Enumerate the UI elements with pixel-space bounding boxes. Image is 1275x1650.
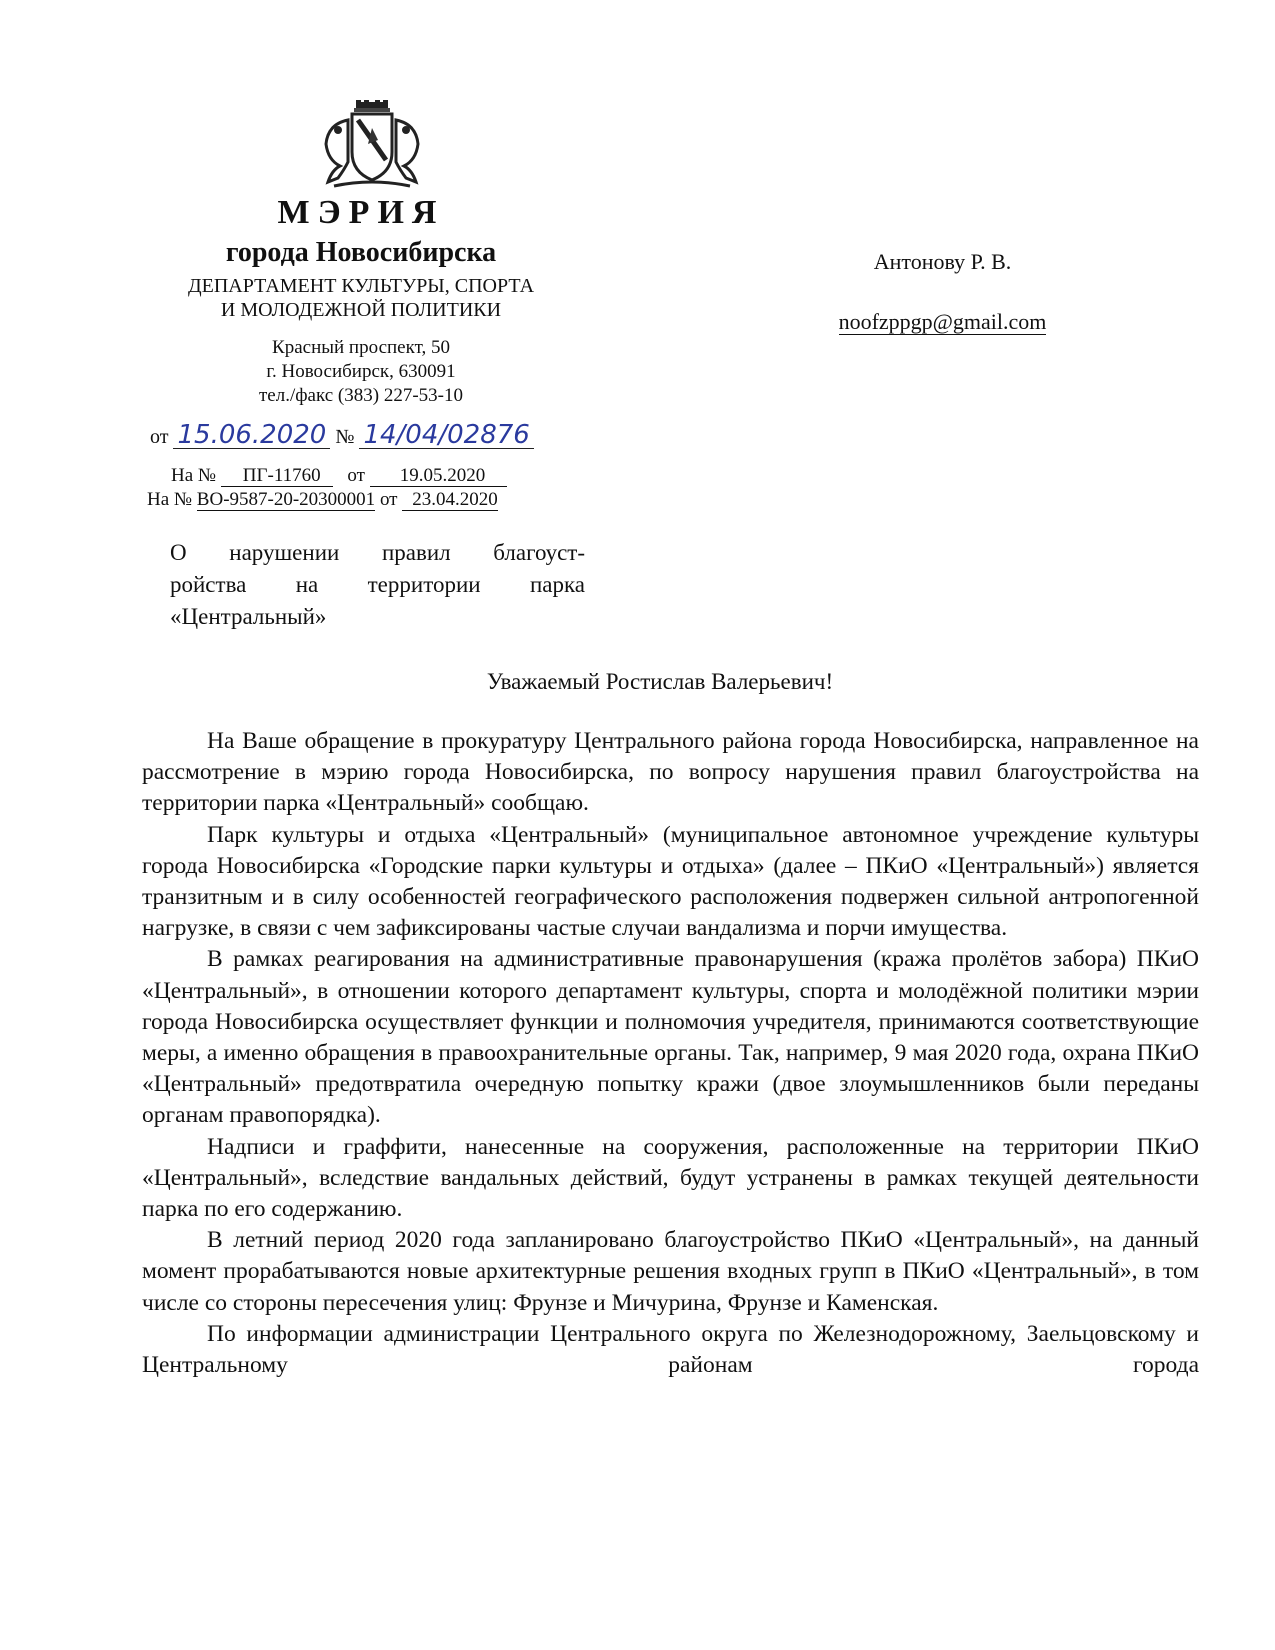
department-name — [150, 274, 572, 322]
subject-line-2: ройства на территории парка — [170, 572, 585, 597]
paragraph-3: В рамках реагирования на административные правонарушения (кража пролётов забора) ПКиО «Центральный», в отношении которого департамент культуры, спорта и молодёжной политики мэрии города Новосибирска осуществляет функции и полномочия учредителя, принимаются соответствующие меры, а именно обращения в правоохранительные органы. Так, например, 9 мая 2020 года, охрана ПКиО «Центральный» предотвратила очередную попытку кражи (двое злоумышленников были переданы органам правопорядка). — [142, 946, 1199, 1129]
letter-body — [142, 726, 1199, 1381]
department-line-2: И МОЛОДЕЖНОЙ ПОЛИТИКИ — [220, 299, 502, 321]
paragraph-1: На Ваше обращение в прокуратуру Центрального района города Новосибирска, направленное на рассмотрение в мэрию города Новосибирска, по вопросу нарушения правил благоустройства на территории парка «Центральный» сообщаю. — [142, 728, 1199, 817]
registration-from-label: от — [150, 426, 169, 448]
address-line-1: Красный проспект, 50 — [272, 337, 450, 358]
reference-line-1 — [147, 464, 507, 488]
registration-line — [150, 422, 534, 451]
letter-subject — [170, 537, 585, 633]
paragraph-4: Надписи и граффити, нанесенные на сооружения, расположенные на территории ПКиО «Центральный», вследствие вандальных действий, будут устранены в рамках текущей деятельности парка по его содержанию. — [142, 1133, 1199, 1223]
org-city: города Новосибирска — [225, 237, 497, 268]
ref2-number: ВО-9587-20-20300001 — [196, 489, 376, 510]
paragraph-6: По информации администрации Центрального округа по Железнодорожному, Заельцовскому и Центральному районам города — [142, 1320, 1199, 1379]
references-block — [147, 464, 507, 512]
address-line-3: тел./факс (383) 227-53-10 — [259, 385, 463, 406]
ref2-label: На № — [147, 489, 193, 510]
ref2-from: от — [379, 489, 398, 510]
department-line-1: ДЕПАРТАМЕНТ КУЛЬТУРЫ, СПОРТА — [187, 275, 535, 297]
ref2-date: 23.04.2020 — [402, 490, 498, 511]
greeting: Уважаемый Ростислав Валерьевич! — [486, 669, 834, 694]
registration-date: 15.06.2020 — [173, 422, 330, 449]
address-line-2: г. Новосибирск, 630091 — [266, 361, 456, 382]
paragraph-2: Парк культуры и отдыха «Центральный» (муниципальное автономное учреждение культуры города Новосибирска «Городские парки культуры и отдыха» (далее – ПКиО «Центральный») является транзитным и в силу особенностей географического расположения подвержен сильной антропогенной нагрузке, в связи с чем зафиксированы частые случаи вандализма и порчи имущества. — [142, 821, 1199, 942]
ref1-label: На № — [171, 465, 217, 486]
reference-line-2 — [147, 488, 507, 512]
coat-of-arms-icon — [318, 100, 426, 192]
address-block — [150, 336, 572, 408]
ref1-number: ПГ-11760 — [221, 466, 333, 487]
ref1-from: от — [347, 465, 365, 486]
org-title: МЭРИЯ — [277, 194, 445, 231]
addressee-email-link[interactable]: noofzppgp@gmail.com — [838, 309, 1047, 334]
subject-line-3: «Центральный» — [170, 604, 327, 629]
addressee-email[interactable] — [775, 308, 1110, 336]
registration-number-label: № — [335, 426, 355, 448]
ref1-date: 19.05.2020 — [370, 466, 508, 487]
subject-line-1: О нарушении правил благоуст- — [170, 540, 585, 565]
registration-number: 14/04/02876 — [359, 422, 533, 449]
addressee-name: Антонову Р. В. — [873, 249, 1012, 274]
paragraph-5: В летний период 2020 года запланировано благоустройство ПКиО «Центральный», на данный момент прорабатываются новые архитектурные решения входных групп в ПКиО «Центральный», в том числе со стороны пересечения улиц: Фрунзе и Мичурина, Фрунзе и Каменская. — [142, 1227, 1199, 1316]
